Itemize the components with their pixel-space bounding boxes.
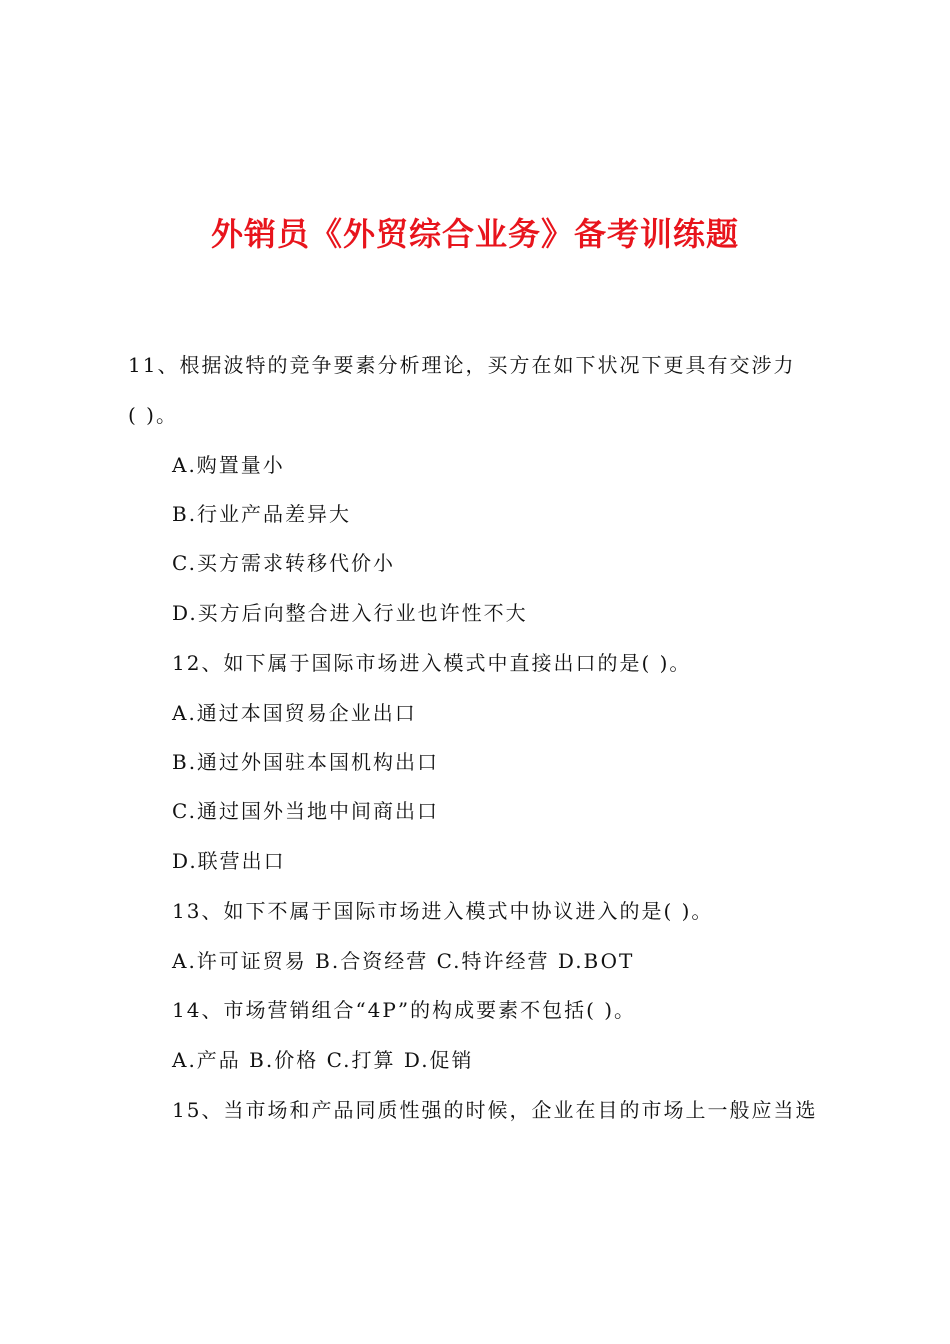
question-12-option-c: C.通过国外当地中间商出口 xyxy=(172,799,439,823)
question-12-stem: 12、如下属于国际市场进入模式中直接出口的是( )。 xyxy=(172,651,692,675)
question-12-option-b: B.通过外国驻本国机构出口 xyxy=(172,750,440,774)
question-11-line-1: 11、根据波特的竞争要素分析理论，买方在如下状况下更具有交涉力 xyxy=(128,353,796,377)
question-11-option-d: D.买方后向整合进入行业也许性不大 xyxy=(172,601,528,625)
question-15-stem: 15、当市场和产品同质性强的时候，企业在目的市场上一般应当选 xyxy=(172,1098,818,1122)
question-12-option-a: A.通过本国贸易企业出口 xyxy=(172,701,417,725)
question-13-stem: 13、如下不属于国际市场进入模式中协议进入的是( )。 xyxy=(172,899,714,923)
question-11-line-2: ( )。 xyxy=(128,403,178,427)
question-11-option-a: A.购置量小 xyxy=(172,453,285,477)
question-14-stem: 14、市场营销组合“4P”的构成要素不包括( )。 xyxy=(172,998,637,1022)
document-title: 外销员《外贸综合业务》备考训练题 xyxy=(210,215,739,253)
question-12-option-d: D.联营出口 xyxy=(172,849,286,873)
question-11-option-c: C.买方需求转移代价小 xyxy=(172,551,395,575)
question-13-options: A.许可证贸易 B.合资经营 C.特许经营 D.BOT xyxy=(172,949,635,973)
question-11-option-b: B.行业产品差异大 xyxy=(172,502,352,526)
question-14-options: A.产品 B.价格 C.打算 D.促销 xyxy=(172,1048,474,1072)
